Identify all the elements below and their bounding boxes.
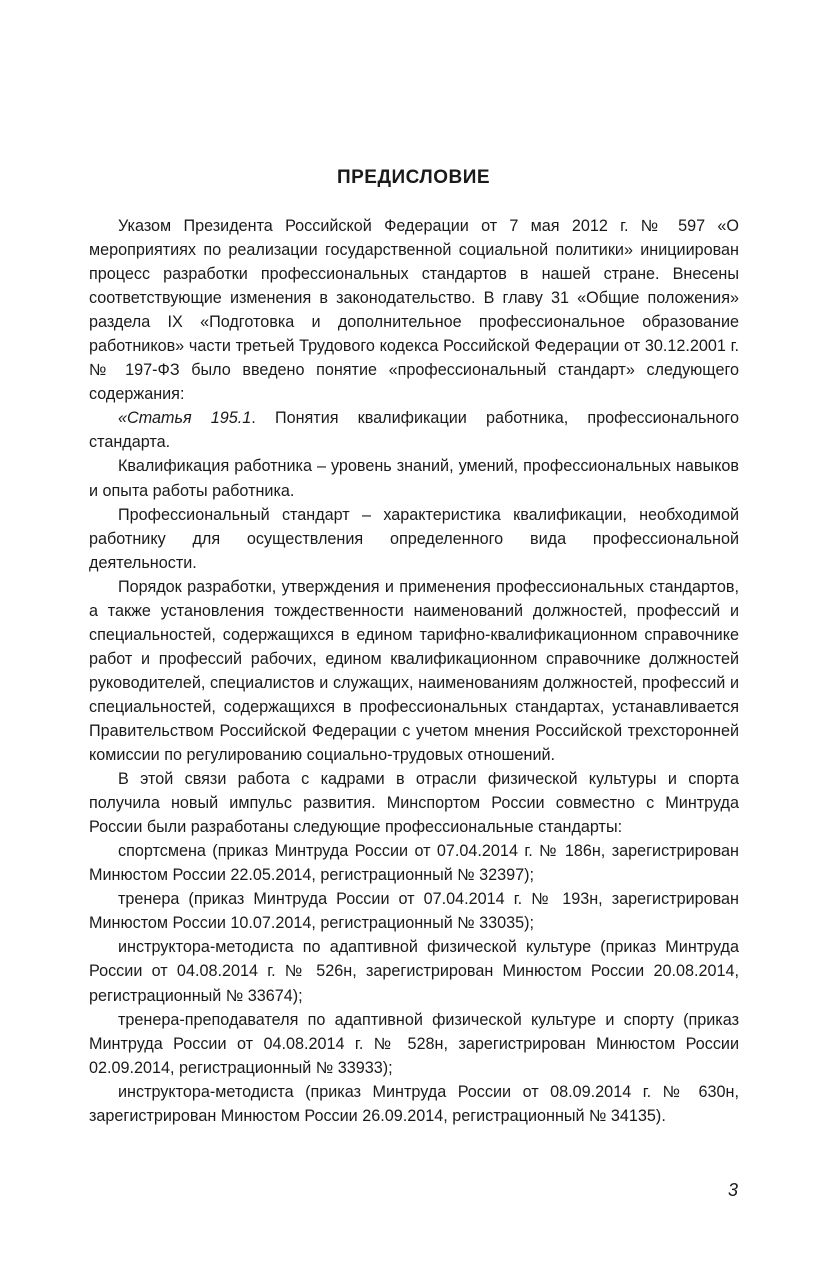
preface-body	[89, 214, 739, 1128]
paragraph-standard-definition: Профессиональный стандарт – характеристика квалификации, необходимой работнику для осуществления определенного вида профессиональной деятельности.	[89, 505, 739, 572]
list-item-adaptive-instructor: инструктора-методиста по адаптивной физической культуре (приказ Минтруда России от 04.08.2014 г. № 526н, зарегистрирован Минюстом России 20.08.2014, регистрационный № 33674);	[89, 938, 739, 1005]
list-item-methodologist: инструктора-методиста (приказ Минтруда России от 08.09.2014 г. № 630н, зарегистрирован Минюстом России 26.09.2014, регистрационный № 34135).	[89, 1082, 739, 1125]
article-reference: «Статья 195.1	[118, 409, 252, 428]
page-title: ПРЕДИСЛОВИЕ	[336, 167, 491, 188]
paragraph-procedure: Порядок разработки, утверждения и применения профессиональных стандартов, а также установления тождественности наименований должностей, профессий и специальностей, содержащихся в едином тарифно-квалификационном справочнике работ и профессий рабочих, едином квалификационном справочнике должностей руководителей, специалистов и служащих, наименованиям должностей, профессий и специальностей, содержащихся в профессиональных стандартах, устанавливается Правительством Российской Федерации с учетом мнения Российской трехсторонней комиссии по регулированию социально-трудовых отношений.	[89, 577, 739, 765]
page-number: 3	[727, 1180, 738, 1200]
list-item-coach: тренера (приказ Минтруда России от 07.04.2014 г. № 193н, зарегистрирован Минюстом России 10.07.2014, регистрационный № 33035);	[89, 890, 739, 933]
list-item-adaptive-teacher: тренера-преподавателя по адаптивной физической культуре и спорту (приказ Минтруда России от 04.08.2014 г. № 528н, зарегистрирован Минюстом России 02.09.2014, регистрационный № 33933);	[89, 1010, 739, 1077]
paragraph-development: В этой связи работа с кадрами в отрасли физической культуры и спорта получила новый импульс развития. Минспортом России совместно с Минтруда России были разработаны следующие профессиональные стандарты:	[89, 770, 739, 837]
paragraph-decree: Указом Президента Российской Федерации от 7 мая 2012 г. № 597 «О мероприятиях по реализации государственной социальной политики» инициирован процесс разработки профессиональных стандартов в нашей стране. Внесены соответствующие изменения в законодательство. В главу 31 «Общие положения» раздела IX «Подготовка и дополнительное профессиональное образование работников» части третьей Трудового кодекса Российской Федерации от 30.12.2001 г. № 197-ФЗ было введено понятие «профессиональный стандарт» следующего содержания:	[89, 217, 739, 404]
paragraph-article	[89, 406, 739, 454]
paragraph-qualification: Квалификация работника – уровень знаний, умений, профессиональных навыков и опыта работы работника.	[89, 457, 739, 500]
list-item-athlete: спортсмена (приказ Минтруда России от 07.04.2014 г. № 186н, зарегистрирован Минюстом России 22.05.2014, регистрационный № 32397);	[89, 842, 739, 885]
article-title: . Понятия квалификации работника, профессионального стандарта.	[89, 409, 739, 452]
